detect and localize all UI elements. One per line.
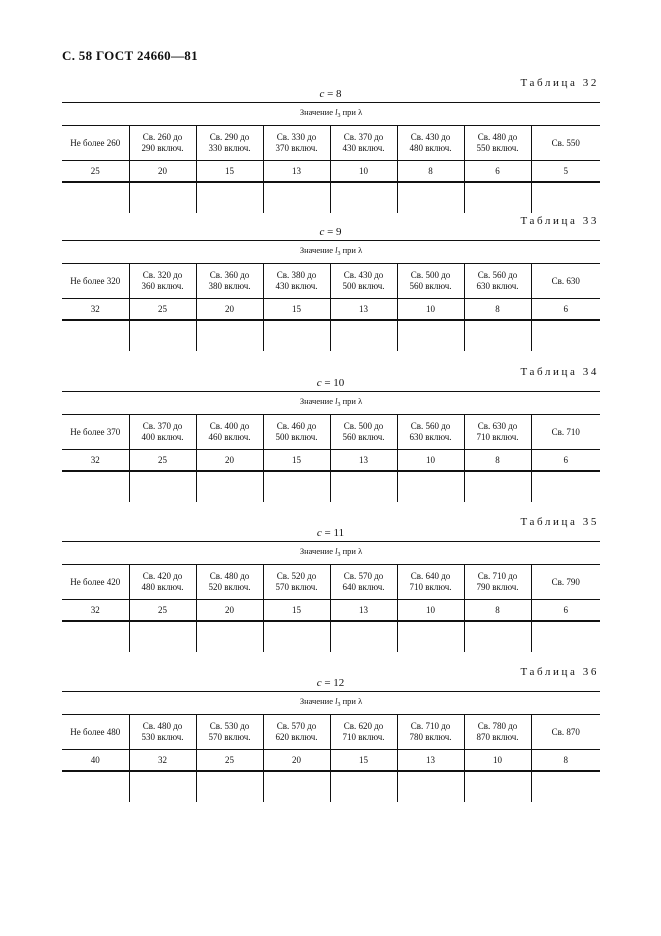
value-cell: 20 bbox=[196, 600, 263, 622]
header-text: Значение bbox=[299, 695, 333, 706]
empty-cell bbox=[397, 621, 464, 652]
empty-cell bbox=[196, 621, 263, 652]
header-suffix: при λ bbox=[342, 545, 363, 556]
range-cell: Св. 630 до 710 включ. bbox=[464, 415, 531, 450]
range-cell: Св. 640 до 710 включ. bbox=[397, 565, 464, 600]
value-cell: 6 bbox=[531, 600, 600, 622]
range-cell: Св. 400 до 460 включ. bbox=[196, 415, 263, 450]
empty-cell bbox=[263, 182, 330, 213]
page-title: С. 58 ГОСТ 24660—81 bbox=[62, 48, 198, 63]
value-cell: 15 bbox=[263, 299, 330, 321]
range-cell: Св. 560 до 630 включ. bbox=[397, 415, 464, 450]
empty-cell bbox=[62, 320, 129, 351]
value-cell: 8 bbox=[397, 161, 464, 183]
c-parameter-label: c = 8 bbox=[319, 88, 342, 100]
range-cell: Св. 430 до 480 включ. bbox=[397, 126, 464, 161]
header-cell bbox=[62, 692, 600, 715]
range-cell: Св. 370 до 430 включ. bbox=[330, 126, 397, 161]
value-cell: 32 bbox=[62, 600, 129, 622]
table-row-empty bbox=[62, 471, 600, 502]
table-header-row bbox=[62, 241, 600, 264]
range-cell: Св. 520 до 570 включ. bbox=[263, 565, 330, 600]
range-cell-first: Не более 420 bbox=[62, 565, 129, 600]
range-cell: Св. 480 до 530 включ. bbox=[129, 715, 196, 750]
empty-cell bbox=[330, 320, 397, 351]
empty-cell bbox=[531, 771, 600, 802]
range-cell: Св. 780 до 870 включ. bbox=[464, 715, 531, 750]
range-cell: Св. 570 до 640 включ. bbox=[330, 565, 397, 600]
value-cell: 25 bbox=[129, 450, 196, 472]
value-cell: 8 bbox=[464, 299, 531, 321]
empty-cell bbox=[531, 320, 600, 351]
data-table bbox=[62, 391, 600, 502]
header-cell bbox=[62, 542, 600, 565]
range-cell: Св. 330 до 370 включ. bbox=[263, 126, 330, 161]
range-cell: Св. 570 до 620 включ. bbox=[263, 715, 330, 750]
range-cell-last: Св. 710 bbox=[531, 415, 600, 450]
range-cell-last: Св. 550 bbox=[531, 126, 600, 161]
value-cell: 6 bbox=[464, 161, 531, 183]
value-cell: 15 bbox=[196, 161, 263, 183]
empty-cell bbox=[129, 471, 196, 502]
table-row-values bbox=[62, 161, 600, 183]
table-caption: Таблица 35 bbox=[520, 516, 599, 528]
empty-cell bbox=[129, 621, 196, 652]
value-cell: 15 bbox=[263, 450, 330, 472]
empty-cell bbox=[464, 771, 531, 802]
value-cell: 5 bbox=[531, 161, 600, 183]
range-cell: Св. 380 до 430 включ. bbox=[263, 264, 330, 299]
table-row-empty bbox=[62, 771, 600, 802]
empty-cell bbox=[531, 471, 600, 502]
value-cell: 32 bbox=[129, 750, 196, 772]
range-cell: Св. 460 до 500 включ. bbox=[263, 415, 330, 450]
table-row-ranges bbox=[62, 126, 600, 161]
header-text: Значение bbox=[299, 545, 333, 556]
empty-cell bbox=[62, 182, 129, 213]
range-cell-first: Не более 260 bbox=[62, 126, 129, 161]
header-symbol: l bbox=[335, 244, 338, 255]
table-row-empty bbox=[62, 621, 600, 652]
table-row-ranges bbox=[62, 715, 600, 750]
header-subscript: 3 bbox=[337, 401, 341, 408]
table-row-ranges bbox=[62, 565, 600, 600]
header-cell bbox=[62, 392, 600, 415]
empty-cell bbox=[196, 471, 263, 502]
header-cell bbox=[62, 103, 600, 126]
empty-cell bbox=[397, 182, 464, 213]
empty-cell bbox=[330, 182, 397, 213]
value-cell: 10 bbox=[464, 750, 531, 772]
header-symbol: l bbox=[335, 695, 338, 706]
range-cell: Св. 370 до 400 включ. bbox=[129, 415, 196, 450]
table-row-values bbox=[62, 750, 600, 772]
range-cell: Св. 500 до 560 включ. bbox=[397, 264, 464, 299]
range-cell-first: Не более 320 bbox=[62, 264, 129, 299]
header-cell bbox=[62, 241, 600, 264]
value-cell: 40 bbox=[62, 750, 129, 772]
table-caption: Таблица 32 bbox=[520, 77, 599, 89]
header-suffix: при λ bbox=[342, 695, 363, 706]
range-cell-last: Св. 630 bbox=[531, 264, 600, 299]
range-cell: Св. 710 до 780 включ. bbox=[397, 715, 464, 750]
empty-cell bbox=[263, 621, 330, 652]
table-caption: Таблица 36 bbox=[520, 666, 599, 678]
header-suffix: при λ bbox=[342, 395, 363, 406]
value-cell: 10 bbox=[397, 600, 464, 622]
range-cell-last: Св. 790 bbox=[531, 565, 600, 600]
range-cell: Св. 290 до 330 включ. bbox=[196, 126, 263, 161]
empty-cell bbox=[531, 182, 600, 213]
value-cell: 13 bbox=[330, 299, 397, 321]
empty-cell bbox=[531, 621, 600, 652]
value-cell: 6 bbox=[531, 450, 600, 472]
header-text: Значение bbox=[299, 244, 333, 255]
value-cell: 20 bbox=[129, 161, 196, 183]
empty-cell bbox=[263, 471, 330, 502]
table-header-row bbox=[62, 103, 600, 126]
empty-cell bbox=[464, 471, 531, 502]
empty-cell bbox=[129, 771, 196, 802]
table-row-ranges bbox=[62, 415, 600, 450]
value-cell: 8 bbox=[464, 450, 531, 472]
empty-cell bbox=[62, 771, 129, 802]
header-suffix: при λ bbox=[342, 106, 363, 117]
table-header-row bbox=[62, 542, 600, 565]
header-symbol: l bbox=[335, 545, 338, 556]
table-header-row bbox=[62, 692, 600, 715]
data-table bbox=[62, 240, 600, 351]
range-cell: Св. 420 до 480 включ. bbox=[129, 565, 196, 600]
header-text: Значение bbox=[299, 395, 333, 406]
empty-cell bbox=[397, 471, 464, 502]
empty-cell bbox=[464, 621, 531, 652]
value-cell: 13 bbox=[330, 450, 397, 472]
empty-cell bbox=[330, 771, 397, 802]
range-cell-first: Не более 480 bbox=[62, 715, 129, 750]
empty-cell bbox=[62, 621, 129, 652]
range-cell: Св. 500 до 560 включ. bbox=[330, 415, 397, 450]
value-cell: 32 bbox=[62, 450, 129, 472]
header-subscript: 3 bbox=[337, 112, 341, 119]
table-row-ranges bbox=[62, 264, 600, 299]
range-cell-last: Св. 870 bbox=[531, 715, 600, 750]
empty-cell bbox=[196, 771, 263, 802]
value-cell: 8 bbox=[531, 750, 600, 772]
value-cell: 25 bbox=[196, 750, 263, 772]
header-text: Значение bbox=[299, 106, 333, 117]
header-symbol: l bbox=[335, 395, 338, 406]
value-cell: 25 bbox=[129, 299, 196, 321]
value-cell: 10 bbox=[397, 450, 464, 472]
c-parameter-label: c = 11 bbox=[316, 527, 345, 539]
empty-cell bbox=[129, 182, 196, 213]
value-cell: 6 bbox=[531, 299, 600, 321]
table-header-row bbox=[62, 392, 600, 415]
value-cell: 20 bbox=[196, 450, 263, 472]
table-row-values bbox=[62, 600, 600, 622]
header-subscript: 3 bbox=[337, 250, 341, 257]
empty-cell bbox=[397, 771, 464, 802]
range-cell: Св. 480 до 520 включ. bbox=[196, 565, 263, 600]
data-table bbox=[62, 541, 600, 652]
range-cell: Св. 430 до 500 включ. bbox=[330, 264, 397, 299]
header-symbol: l bbox=[335, 106, 338, 117]
range-cell: Св. 560 до 630 включ. bbox=[464, 264, 531, 299]
c-parameter-label: c = 10 bbox=[316, 377, 345, 389]
range-cell: Св. 710 до 790 включ. bbox=[464, 565, 531, 600]
header-subscript: 3 bbox=[337, 551, 341, 558]
value-cell: 15 bbox=[330, 750, 397, 772]
value-cell: 8 bbox=[464, 600, 531, 622]
range-cell: Св. 480 до 550 включ. bbox=[464, 126, 531, 161]
range-cell-first: Не более 370 bbox=[62, 415, 129, 450]
header-suffix: при λ bbox=[342, 244, 363, 255]
empty-cell bbox=[196, 320, 263, 351]
value-cell: 20 bbox=[196, 299, 263, 321]
range-cell: Св. 320 до 360 включ. bbox=[129, 264, 196, 299]
range-cell: Св. 530 до 570 включ. bbox=[196, 715, 263, 750]
value-cell: 10 bbox=[397, 299, 464, 321]
value-cell: 20 bbox=[263, 750, 330, 772]
value-cell: 25 bbox=[129, 600, 196, 622]
empty-cell bbox=[196, 182, 263, 213]
value-cell: 13 bbox=[397, 750, 464, 772]
data-table bbox=[62, 691, 600, 802]
header-subscript: 3 bbox=[337, 701, 341, 708]
table-caption: Таблица 34 bbox=[520, 366, 599, 378]
empty-cell bbox=[397, 320, 464, 351]
value-cell: 13 bbox=[263, 161, 330, 183]
empty-cell bbox=[464, 182, 531, 213]
value-cell: 15 bbox=[263, 600, 330, 622]
table-row-empty bbox=[62, 320, 600, 351]
empty-cell bbox=[263, 320, 330, 351]
c-parameter-label: c = 9 bbox=[319, 226, 342, 238]
empty-cell bbox=[62, 471, 129, 502]
empty-cell bbox=[330, 471, 397, 502]
c-parameter-label: c = 12 bbox=[316, 677, 345, 689]
table-row-values bbox=[62, 450, 600, 472]
range-cell: Св. 360 до 380 включ. bbox=[196, 264, 263, 299]
empty-cell bbox=[263, 771, 330, 802]
data-table bbox=[62, 102, 600, 213]
empty-cell bbox=[129, 320, 196, 351]
empty-cell bbox=[464, 320, 531, 351]
table-row-values bbox=[62, 299, 600, 321]
value-cell: 32 bbox=[62, 299, 129, 321]
table-row-empty bbox=[62, 182, 600, 213]
value-cell: 13 bbox=[330, 600, 397, 622]
table-caption: Таблица 33 bbox=[520, 215, 599, 227]
value-cell: 10 bbox=[330, 161, 397, 183]
range-cell: Св. 260 до 290 включ. bbox=[129, 126, 196, 161]
value-cell: 25 bbox=[62, 161, 129, 183]
empty-cell bbox=[330, 621, 397, 652]
range-cell: Св. 620 до 710 включ. bbox=[330, 715, 397, 750]
